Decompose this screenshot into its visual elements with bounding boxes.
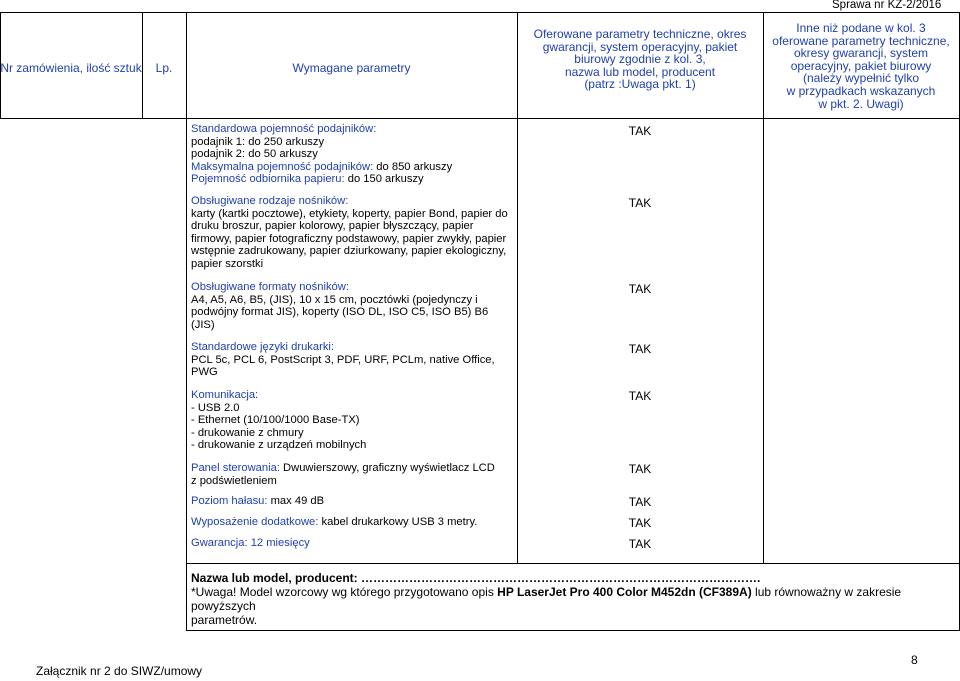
param-line: karty (kartki pocztowe), etykiety, koperty, papier Bond, papier do	[191, 207, 508, 220]
model-note-block	[191, 571, 956, 627]
header-offered-params	[517, 28, 763, 91]
param-line: Pojemność odbiornika papieru: do 150 arkuszy	[191, 173, 424, 186]
param-line: Standardowe języki drukarki:	[191, 341, 335, 353]
header-other-params	[763, 22, 959, 110]
attachment-label: Załącznik nr 2 do SIWZ/umowy	[36, 664, 203, 678]
param-line: Poziom hałasu: max 49 dB	[191, 495, 325, 507]
param-line: Wyposażenie dodatkowe: kabel drukarkowy USB 3 metry.	[191, 516, 478, 528]
param-block-media-types	[191, 195, 516, 271]
header-required-params: Wymagane parametry	[292, 61, 411, 75]
param-line: podajnik 1: do 250 arkuszy	[191, 135, 325, 148]
row-separator	[186, 563, 960, 564]
param-line: z podświetleniem	[191, 474, 277, 487]
header-other-line: operacyjny, pakiet biurowy	[790, 58, 932, 73]
offered-value-control-panel: TAK	[628, 462, 652, 476]
param-block-noise	[191, 495, 516, 508]
offered-value-communication: TAK	[628, 389, 652, 403]
param-line: Komunikacja:	[191, 389, 259, 401]
col-divider-lp	[186, 12, 187, 631]
param-line: - USB 2.0	[191, 401, 240, 414]
param-line: - drukowanie z chmury	[191, 426, 304, 439]
param-block-control-panel	[191, 462, 516, 487]
model-note-line: parametrów.	[191, 613, 258, 627]
table-top-border	[0, 12, 960, 13]
model-note-line: *Uwaga! Model wzorcowy wg którego przygotowano opis HP LaserJet Pro 400 Color M452dn (CF389A) lub równoważny w zakresie powyższych	[191, 585, 902, 613]
param-line: PWG	[191, 366, 218, 379]
param-line: Obsługiwane rodzaje nośników:	[191, 195, 349, 207]
param-line: podwójny format JIS), koperty (ISO DL, ISO C5, ISO B5) B6	[191, 306, 489, 319]
param-block-communication	[191, 389, 516, 452]
header-other-line: okresy gwarancji, system	[793, 46, 929, 61]
header-offered-line: nazwa lub model, producent	[564, 64, 716, 79]
case-number: Sprawa nr KZ-2/2016	[832, 0, 942, 11]
header-offered-line: (patrz :Uwaga pkt. 1)	[584, 77, 696, 92]
page-number: 8	[911, 653, 918, 667]
param-line: Gwarancja: 12 miesięcy	[191, 537, 310, 549]
offered-value-warranty: TAK	[628, 537, 652, 551]
header-offered-line: Oferowane parametry techniczne, okres	[533, 27, 747, 41]
param-line: papier szorstki	[191, 257, 264, 270]
param-block-printer-languages	[191, 341, 516, 379]
param-line: wstępnie zadrukowany, papier dziurkowany, papier ekologiczny,	[191, 245, 507, 258]
header-other-line: w przypadkach wskazanych	[786, 83, 936, 98]
param-line: A4, A5, A6, B5, (JIS), 10 x 15 cm, pocztówki (pojedynczy i	[191, 293, 478, 306]
param-line: Obsługiwane formaty nośników:	[191, 281, 349, 293]
param-line: - Ethernet (10/100/1000 Base-TX)	[191, 414, 360, 427]
table-bottom-border	[186, 630, 960, 631]
header-other-line: w pkt. 2. Uwagi)	[818, 96, 904, 111]
param-line: podajnik 2: do 50 arkuszy	[191, 148, 318, 161]
model-name-field: Nazwa lub model, producent: ……………………………………………………………………………………….	[191, 571, 761, 585]
header-other-line: Inne niż podane w kol. 3	[796, 21, 926, 35]
param-line: Maksymalna pojemność podajników: do 850 arkuszy	[191, 160, 453, 173]
param-line: firmowy, papier fotograficzny podstawowy, papier zwykły, papier	[191, 232, 507, 245]
param-line: Panel sterowania: Dwuwierszowy, graficzny wyświetlacz LCD	[191, 462, 495, 474]
header-other-line: (należy wypełnić tylko	[802, 71, 920, 86]
reference-model: HP LaserJet Pro 400 Color M452dn (CF389A)	[497, 585, 752, 599]
param-block-warranty	[191, 537, 516, 550]
header-other-line: oferowane parametry techniczne,	[772, 33, 950, 48]
param-block-trays	[191, 123, 516, 186]
param-line: druku broszur, papier kolorowy, papier błyszczący, papier	[191, 220, 474, 233]
param-line: Standardowa pojemność podajników:	[191, 123, 377, 135]
param-block-media-formats	[191, 281, 516, 331]
col-divider-required	[517, 12, 518, 564]
header-bottom-border	[0, 118, 960, 119]
header-lp: Lp.	[155, 61, 173, 75]
offered-value-media-formats: TAK	[628, 282, 652, 296]
offered-value-trays: TAK	[628, 124, 652, 138]
offered-value-noise: TAK	[628, 495, 652, 509]
param-line: - drukowanie z urządzeń mobilnych	[191, 439, 367, 452]
offered-value-accessories: TAK	[628, 516, 652, 530]
header-order-qty: Nr zamówienia, ilość sztuk	[0, 61, 142, 75]
param-line: PCL 5c, PCL 6, PostScript 3, PDF, URF, PCLm, native Office,	[191, 353, 495, 366]
param-line: (JIS)	[191, 318, 215, 331]
offered-value-media-types: TAK	[628, 196, 652, 210]
header-offered-line: biurowy zgodnie z kol. 3,	[574, 52, 706, 67]
header-offered-line: gwarancji, system operacyjny, pakiet	[542, 39, 738, 54]
offered-value-printer-languages: TAK	[628, 342, 652, 356]
param-block-accessories	[191, 516, 516, 529]
